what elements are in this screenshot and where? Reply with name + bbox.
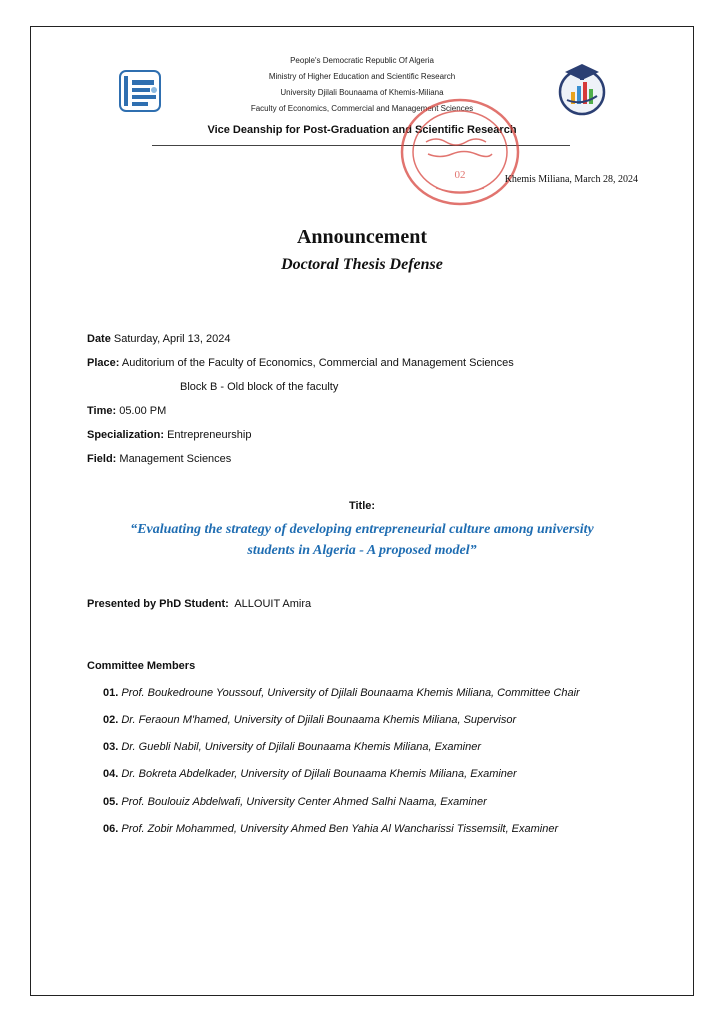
member-text: Prof. Boulouiz Abdelwafi, University Center Ahmed Salhi Naama, Examiner <box>118 796 487 808</box>
place-row-2 <box>180 381 338 393</box>
date-value: Saturday, April 13, 2024 <box>110 333 231 345</box>
place-value-block: Block B - Old block of the faculty <box>180 381 339 393</box>
thesis-title-line-1: “Evaluating the strategy of developing entrepreneurial culture among university <box>130 522 594 537</box>
place-row <box>87 357 514 369</box>
announcement-title: Announcement <box>296 226 427 248</box>
field-row <box>87 453 231 465</box>
committee-member <box>103 768 517 780</box>
committee-member <box>103 687 580 699</box>
time-value: 05.00 PM <box>116 405 167 417</box>
member-number: 02. <box>103 714 119 726</box>
member-text: Dr. Feraoun M'hamed, University of Djilali Bounaama Khemis Miliana, Supervisor <box>118 714 517 726</box>
presenter-name: ALLOUIT Amira <box>234 598 312 610</box>
committee-member <box>103 741 481 753</box>
thesis-title <box>90 519 634 561</box>
thesis-title-line-2: students in Algeria - A proposed model” <box>247 543 477 558</box>
vice-deanship-heading: Vice Deanship for Post-Graduation and Scientific Research <box>207 124 517 136</box>
member-number: 05. <box>103 796 119 808</box>
thesis-title-label: Title: <box>348 500 376 512</box>
specialization-value: Entrepreneurship <box>164 429 252 441</box>
specialization-row <box>87 429 251 441</box>
committee-member <box>103 823 558 835</box>
header-line-faculty: Faculty of Economics, Commercial and Management Sciences <box>250 104 474 113</box>
specialization-label: Specialization: <box>87 429 165 441</box>
date-label: Date <box>87 333 111 345</box>
member-text: Dr. Guebli Nabil, University of Djilali Bounaama Khemis Miliana, Examiner <box>118 741 482 753</box>
field-label: Field: <box>87 453 117 465</box>
committee-member <box>103 714 516 726</box>
header-line-university: University Djilali Bounaama of Khemis-Miliana <box>280 88 444 97</box>
member-text: Dr. Bokreta Abdelkader, University of Djilali Bounaama Khemis Miliana, Examiner <box>118 768 517 780</box>
member-text: Prof. Zobir Mohammed, University Ahmed Ben Yahia Al Wancharissi Tissemsilt, Examiner <box>118 823 559 835</box>
member-number: 03. <box>103 741 119 753</box>
date-row <box>87 333 231 345</box>
date-line: Khemis Miliana, March 28, 2024 <box>504 174 638 185</box>
member-text: Prof. Boukedroune Youssouf, University of Djilali Bounaama Khemis Miliana, Committee Chair <box>118 687 580 699</box>
official-stamp <box>398 96 522 208</box>
presenter-row <box>87 598 311 610</box>
place-label: Place: <box>87 357 120 369</box>
presenter-label: Presented by PhD Student: <box>87 598 229 610</box>
committee-member <box>103 796 487 808</box>
time-label: Time: <box>87 405 117 417</box>
committee-heading: Committee Members <box>87 660 196 672</box>
stamp-number: 02 <box>454 169 466 181</box>
time-row <box>87 405 166 417</box>
member-number: 04. <box>103 768 119 780</box>
field-value: Management Sciences <box>116 453 232 465</box>
member-number: 01. <box>103 687 119 699</box>
header-line-country: People's Democratic Republic Of Algeria <box>290 56 434 65</box>
announcement-subtitle: Doctoral Thesis Defense <box>281 256 443 273</box>
member-number: 06. <box>103 823 119 835</box>
place-value: Auditorium of the Faculty of Economics, Commercial and Management Sciences <box>119 357 514 369</box>
header-line-ministry: Ministry of Higher Education and Scientific Research <box>268 72 456 81</box>
